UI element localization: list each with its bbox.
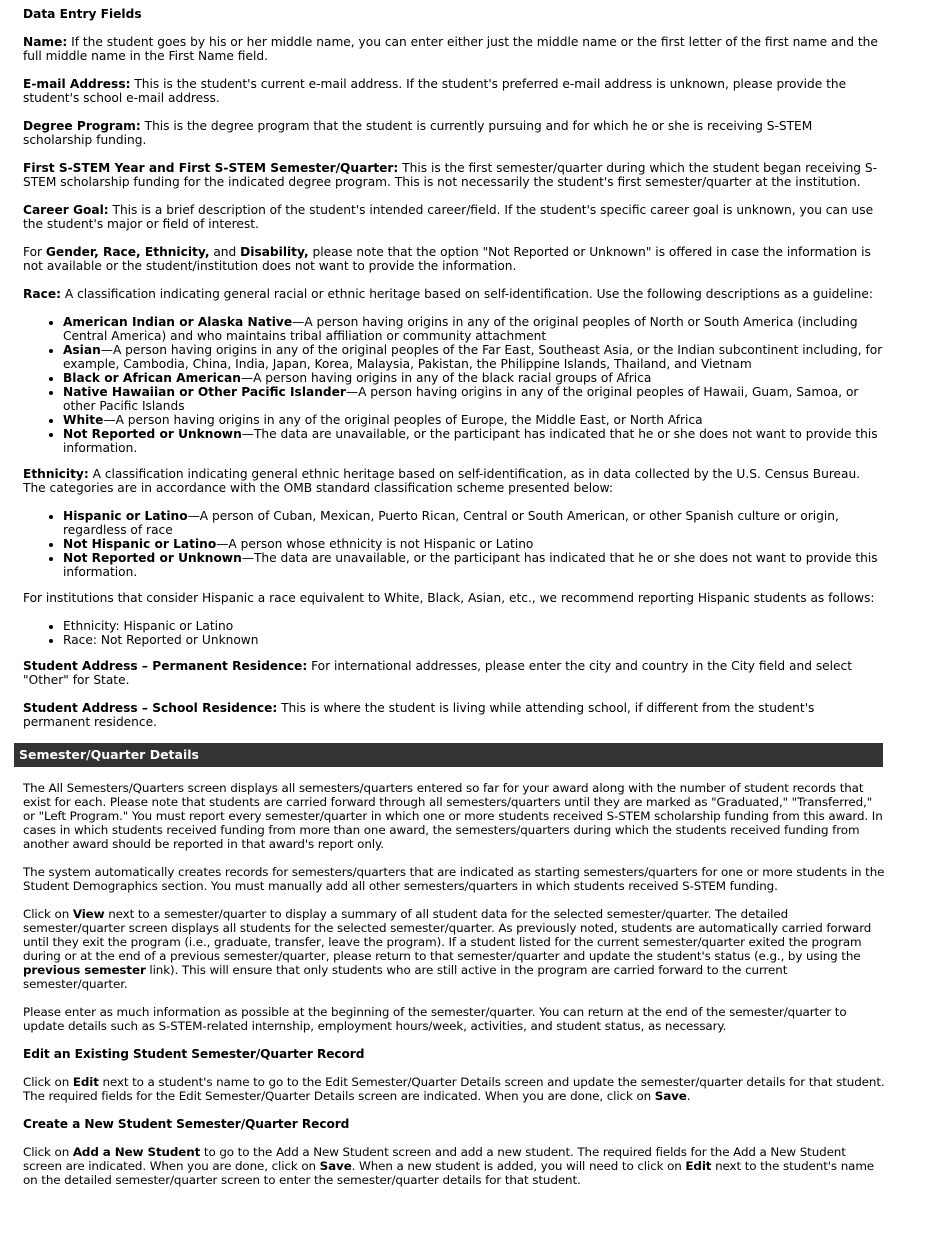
- paragraph: [23, 1145, 885, 1187]
- text-run: and: [209, 245, 241, 259]
- text-run: —The data are unavailable, or the participant has indicated that he or she does not want to provide this information.: [63, 551, 878, 579]
- bold-term: Disability,: [240, 245, 309, 259]
- text-run: —The data are unavailable, or the participant has indicated that he or she does not want to provide this information.: [63, 427, 878, 455]
- bold-term: E-mail Address:: [23, 77, 131, 91]
- bold-term: Student Address – School Residence:: [23, 701, 278, 715]
- bold-term: Hispanic or Latino: [63, 509, 188, 523]
- bold-term: Edit: [72, 1075, 99, 1089]
- bold-term: Gender, Race, Ethnicity,: [45, 245, 210, 259]
- bold-term: Name:: [23, 35, 68, 49]
- text-run: Ethnicity: Hispanic or Latino: [63, 619, 234, 633]
- text-run: . When a new student is added, you will need to click on: [351, 1159, 686, 1173]
- text-run: —A person having origins in any of the original peoples of Europe, the Middle East, or North Africa: [103, 413, 703, 427]
- bold-term: Save: [654, 1089, 687, 1103]
- bold-term: Degree Program:: [23, 119, 141, 133]
- text-run: This is a brief description of the student's intended career/field. If the student's specific career goal is unknown, you can use the student's major or field of interest.: [23, 203, 874, 231]
- bold-term: Race:: [23, 287, 61, 301]
- bold-term: Ethnicity:: [23, 467, 89, 481]
- text-run: This is the first semester/quarter during which the student began receiving S-STEM scholarship funding for the indicated degree program. This is not necessarily the student's first semester/quarter at the institution.: [23, 161, 878, 189]
- paragraph: [23, 203, 885, 231]
- paragraph: [23, 865, 885, 893]
- bold-term: White: [63, 413, 104, 427]
- text-run: If the student goes by his or her middle name, you can enter either just the middle name or the first letter of the first name and the full middle name in the First Name field.: [23, 35, 878, 63]
- text-run: next to a semester/quarter to display a summary of all student data for the selected semester/quarter. The detailed semester/quarter screen displays all students for the selected semester/quarter. As previously noted, students are automatically carried forward until they exit the program (i.e., graduate, transfer, leave the program). If a student listed for the current semester/quarter exited the program during or at the end of a previous semester/quarter, please return to that semester/quarter and update the student's status (e.g., by using the: [23, 907, 872, 963]
- text-run: —A person of Cuban, Mexican, Puerto Rican, Central or South American, or other Spanish culture or origin, regardless of race: [63, 509, 839, 537]
- text-run: The All Semesters/Quarters screen displays all semesters/quarters entered so far for your award along with the number of student records that exist for each. Please note that students are carried forward through all semesters/quarters until they are marked as "Graduated," "Transferred," or "Left Program." You must report every semester/quarter in which one or more students received S-STEM scholarship funding from this award. In cases in which students received funding from more than one award, the semesters/quarters during which the students received funding from another award should be reported in that award's report only.: [23, 781, 883, 851]
- paragraph: [23, 161, 885, 189]
- text-run: .: [686, 1089, 691, 1103]
- bold-term: Edit: [685, 1159, 712, 1173]
- text-run: For international addresses, please enter the city and country in the City field and select "Other" for State.: [23, 659, 853, 687]
- list-item: [63, 343, 885, 371]
- text-run: —A person having origins in any of the original peoples of the Far East, Southeast Asia, or the Indian subcontinent including, for example, Cambodia, China, India, Japan, Korea, Malaysia, Pakistan, the Philippine Islands, Thailand, and Vietnam: [63, 343, 883, 371]
- bold-term: American Indian or Alaska Native: [63, 315, 293, 329]
- paragraph: [23, 119, 885, 147]
- list-item: [63, 633, 885, 647]
- paragraph: [23, 1075, 885, 1103]
- text-run: A classification indicating general racial or ethnic heritage based on self-identification. Use the following descriptions as a guideline:: [60, 287, 873, 301]
- list-item: [63, 551, 885, 579]
- help-document: [19, 7, 885, 1201]
- bold-term: Black or African American: [63, 371, 241, 385]
- text-run: For: [23, 245, 46, 259]
- text-run: next to the student's name on the detailed semester/quarter screen to enter the semester/quarter details for that student.: [23, 1159, 875, 1187]
- text-run: The system automatically creates records for semesters/quarters that are indicated as starting semesters/quarters for one or more students in the Student Demographics section. You must manually add all other semesters/quarters in which students received S-STEM funding.: [23, 865, 885, 893]
- text-run: Click on: [23, 1145, 73, 1159]
- paragraph: [23, 659, 885, 687]
- text-run: For institutions that consider Hispanic a race equivalent to White, Black, Asian, etc., we recommend reporting Hispanic students as follows:: [23, 591, 875, 605]
- bold-term: Student Address – Permanent Residence:: [23, 659, 308, 673]
- list-item: [63, 427, 885, 455]
- bold-term: previous semester: [23, 963, 146, 977]
- text-run: link). This will ensure that only students who are still active in the program are carried forward to the current semester/quarter.: [23, 963, 788, 991]
- text-run: —A person having origins in any of the original peoples of Hawaii, Guam, Samoa, or other Pacific Islands: [63, 385, 859, 413]
- list-item: [63, 509, 885, 537]
- bold-term: Not Reported or Unknown: [63, 427, 242, 441]
- list-item: [63, 371, 885, 385]
- paragraph: [23, 591, 885, 605]
- text-run: —A person whose ethnicity is not Hispanic or Latino: [216, 537, 534, 551]
- list-item: [63, 315, 885, 343]
- paragraph: [23, 781, 885, 851]
- bullet-list: [23, 509, 885, 579]
- text-run: This is the degree program that the student is currently pursuing and for which he or she is receiving S-STEM scholarship funding.: [23, 119, 813, 147]
- section-header-semester-quarter-details: Semester/Quarter Details: [14, 743, 883, 767]
- text-run: This is where the student is living while attending school, if different from the student's permanent residence.: [23, 701, 815, 729]
- semester-quarter-details-content: [23, 781, 885, 1187]
- paragraph: [23, 467, 885, 495]
- bold-term: Native Hawaiian or Other Pacific Islander: [63, 385, 346, 399]
- bold-term: Not Hispanic or Latino: [63, 537, 217, 551]
- bold-term: Save: [319, 1159, 352, 1173]
- bold-term: Career Goal:: [23, 203, 109, 217]
- list-item: [63, 385, 885, 413]
- text-run: please note that the option "Not Reported or Unknown" is offered in case the information is not available or the student/institution does not want to provide the information.: [23, 245, 871, 273]
- paragraph: [23, 245, 885, 273]
- text-run: This is the student's current e-mail address. If the student's preferred e-mail address is unknown, please provide the student's school e-mail address.: [23, 77, 847, 105]
- list-item: [63, 537, 885, 551]
- bold-term: Add a New Student: [72, 1145, 201, 1159]
- paragraph: [23, 907, 885, 991]
- text-run: Please enter as much information as possible at the beginning of the semester/quarter. You can return at the end of the semester/quarter to update details such as S-STEM-related internship, employment hours/week, activities, and student status, as necessary.: [23, 1005, 847, 1033]
- bold-term: Asian: [63, 343, 101, 357]
- text-run: Create a New Student Semester/Quarter Record: [23, 1117, 350, 1131]
- paragraph: [23, 77, 885, 105]
- list-item: [63, 413, 885, 427]
- bullet-list: [23, 315, 885, 455]
- bold-term: View: [72, 907, 105, 921]
- text-run: A classification indicating general ethnic heritage based on self-identification, as in data collected by the U.S. Census Bureau. The categories are in accordance with the OMB standard classification scheme presented below:: [23, 467, 861, 495]
- data-entry-fields-content: [23, 35, 885, 729]
- text-run: next to a student's name to go to the Edit Semester/Quarter Details screen and update the semester/quarter details for that student. The required fields for the Edit Semester/Quarter Details screen are indicated. When you are done, click on: [23, 1075, 885, 1103]
- paragraph: [23, 35, 885, 63]
- bold-term: Not Reported or Unknown: [63, 551, 242, 565]
- text-run: Click on: [23, 907, 73, 921]
- bold-term: First S-STEM Year and First S-STEM Semester/Quarter:: [23, 161, 399, 175]
- text-run: —A person having origins in any of the original peoples of North or South America (including Central America) and who maintains tribal affiliation or community attachment: [63, 315, 858, 343]
- text-run: —A person having origins in any of the black racial groups of Africa: [240, 371, 652, 385]
- subheading: [23, 1047, 885, 1061]
- list-item: [63, 619, 885, 633]
- text-run: to go to the Add a New Student screen and add a new student. The required fields for the Add a New Student screen are indicated. When you are done, click on: [23, 1145, 846, 1173]
- bullet-list: [23, 619, 885, 647]
- subheading: [23, 1117, 885, 1131]
- text-run: Click on: [23, 1075, 73, 1089]
- section-title-data-entry-fields: Data Entry Fields: [23, 7, 142, 21]
- text-run: Edit an Existing Student Semester/Quarter Record: [23, 1047, 365, 1061]
- paragraph: [23, 701, 885, 729]
- paragraph: [23, 1005, 885, 1033]
- text-run: Race: Not Reported or Unknown: [63, 633, 259, 647]
- paragraph: [23, 287, 885, 301]
